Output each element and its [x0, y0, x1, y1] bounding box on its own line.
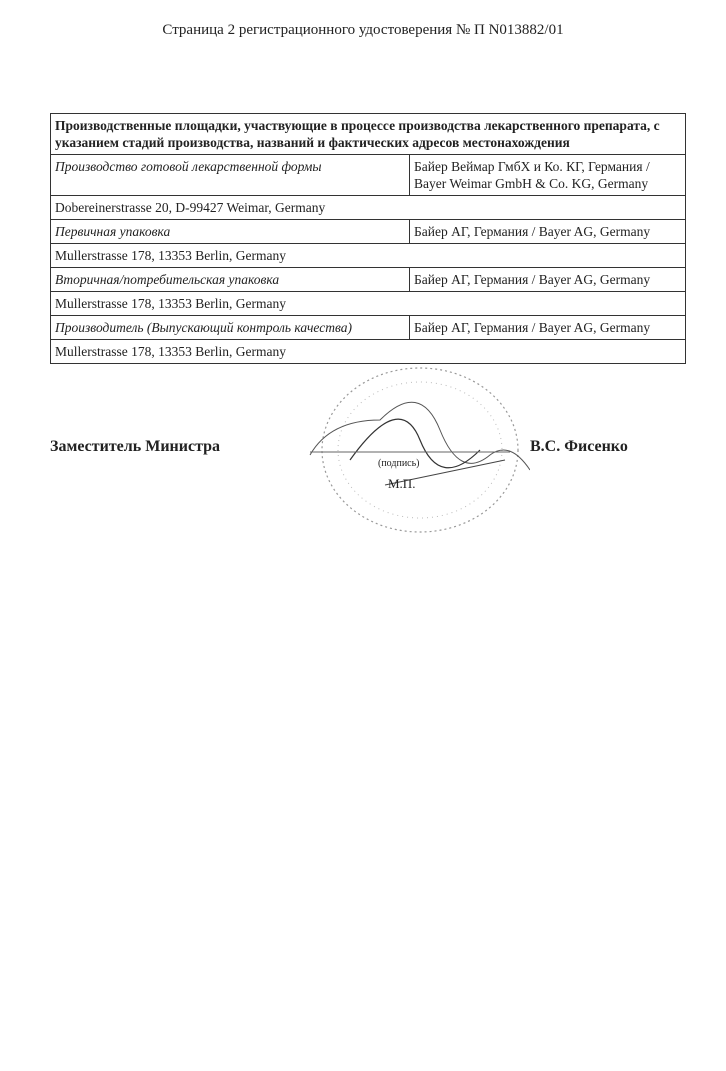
- site-address: Dobereinerstrasse 20, D-99427 Weimar, Germany: [51, 196, 686, 220]
- company-name: Байер АГ, Германия / Bayer AG, Germany: [410, 268, 686, 292]
- signature-label: (подпись): [378, 458, 420, 469]
- table-row: [51, 316, 686, 340]
- signatory-position: Заместитель Министра: [50, 438, 221, 455]
- company-name: Байер АГ, Германия / Bayer AG, Germany: [410, 316, 686, 340]
- table-row: [51, 155, 686, 196]
- page-title: Страница 2 регистрационного удостоверения № П N013882/01: [162, 22, 564, 38]
- manufacturing-sites-table: [50, 113, 686, 364]
- table-header: Производственные площадки, участвующие в процессе производства лекарственного препарата, с указанием стадий производства, названий и фактических адресов местонахождения: [51, 114, 686, 155]
- table-row: [51, 292, 686, 316]
- production-stage: Вторичная/потребительская упаковка: [51, 268, 410, 292]
- production-stage: Производство готовой лекарственной формы: [51, 155, 410, 196]
- company-name: Байер АГ, Германия / Bayer AG, Germany: [410, 220, 686, 244]
- signatory-name: В.С. Фисенко: [530, 438, 628, 455]
- table-row: [51, 244, 686, 268]
- stamp-label: М.П.: [388, 476, 416, 491]
- stamp-and-signature: [290, 360, 530, 550]
- company-name: Байер Веймар ГмбХ и Ко. КГ, Германия / Bayer Weimar GmbH & Co. KG, Germany: [410, 155, 686, 196]
- table-row: [51, 220, 686, 244]
- table-row: [51, 196, 686, 220]
- production-stage: Первичная упаковка: [51, 220, 410, 244]
- site-address: Mullerstrasse 178, 13353 Berlin, Germany: [51, 340, 686, 364]
- production-stage: Производитель (Выпускающий контроль качества): [51, 316, 410, 340]
- table-row: [51, 268, 686, 292]
- site-address: Mullerstrasse 178, 13353 Berlin, Germany: [51, 292, 686, 316]
- site-address: Mullerstrasse 178, 13353 Berlin, Germany: [51, 244, 686, 268]
